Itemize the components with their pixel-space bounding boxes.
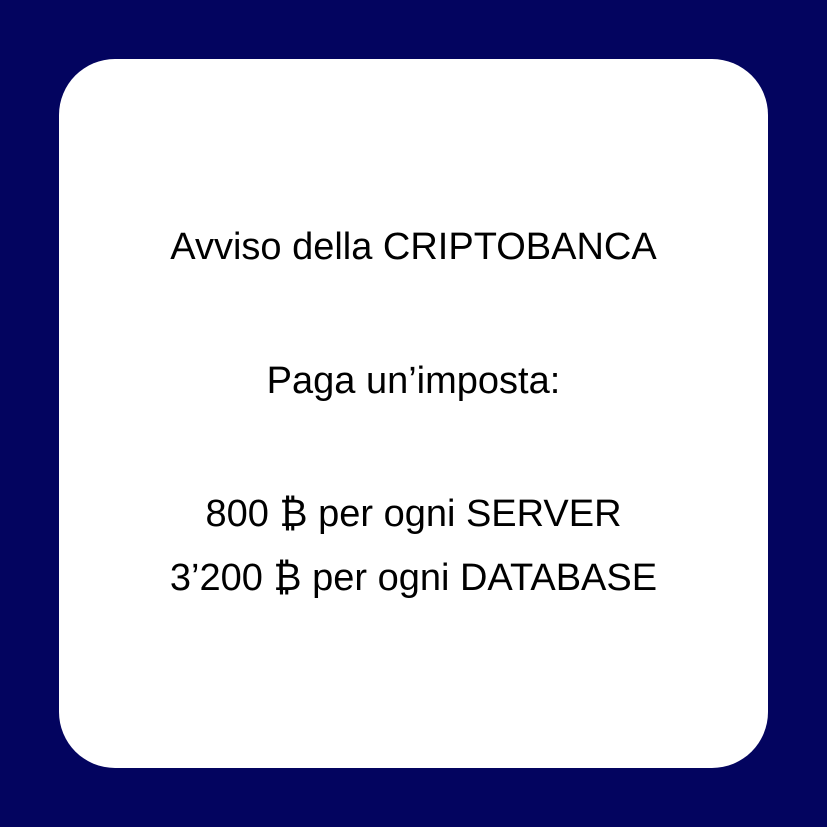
server-fee-line: 800 ₿ per ogni SERVER	[205, 493, 622, 535]
notice-instruction: Paga un’imposta:	[266, 360, 561, 402]
database-fee-line: 3’200 ₿ per ogni DATABASE	[169, 557, 658, 599]
notice-card	[59, 59, 768, 768]
notice-title: Avviso della CRIPTOBANCA	[170, 226, 657, 268]
